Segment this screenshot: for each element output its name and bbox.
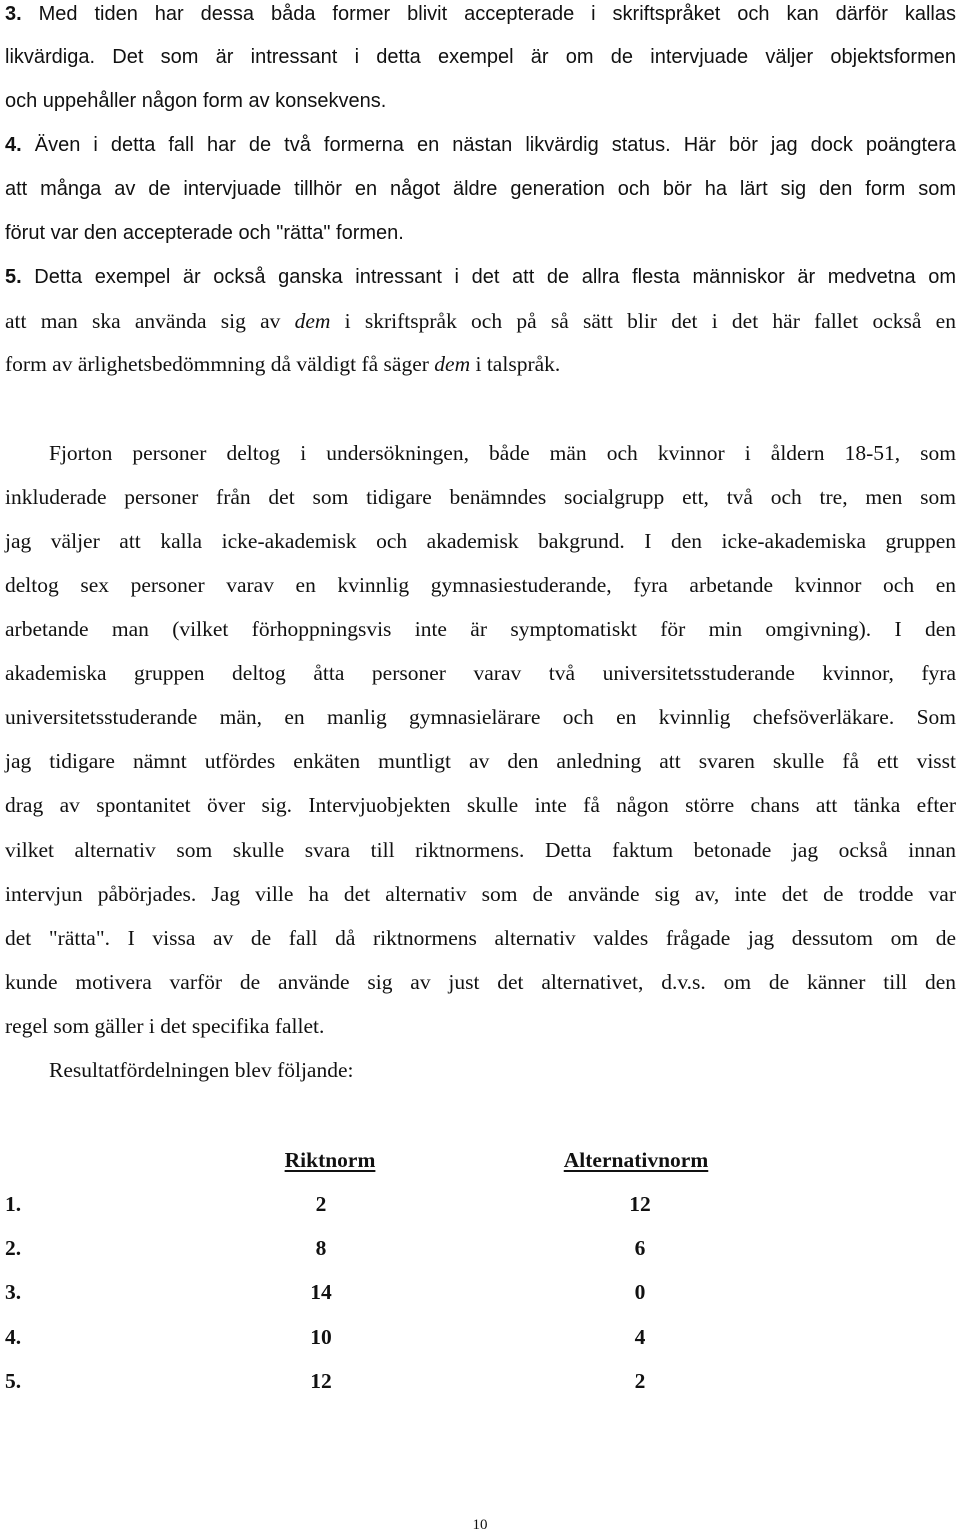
emphasis: dem — [294, 309, 331, 333]
table-cell-alternativnorm: 0 — [634, 1280, 646, 1304]
item-5-line-3: form av ärlighetsbedömmning då väldigt få säger dem i talspråk. — [5, 352, 561, 376]
table-cell-riktnorm: 10 — [310, 1325, 332, 1349]
main-paragraph-line: universitetsstuderande män, en manlig gymnasielärare och en kvinnlig chefsöverläkare. Som — [5, 705, 956, 729]
table-row-label: 5. — [5, 1369, 22, 1393]
main-paragraph-line: drag av spontanitet över sig. Intervjuobjekten skulle inte få någon större chans att tänka efter — [5, 793, 956, 817]
main-paragraph-line: Fjorton personer deltog i undersökningen, både män och kvinnor i åldern 18-51, som — [49, 441, 956, 465]
item-3-line-1: 3. Med tiden har dessa båda former blivit accepterade i skriftspråket och kan därför kallas — [5, 3, 956, 25]
table-row-label: 4. — [5, 1325, 22, 1349]
table-row-label: 1. — [5, 1192, 22, 1216]
main-paragraph-line: vilket alternativ som skulle svara till riktnormens. Detta faktum betonade jag också innan — [5, 838, 956, 862]
item-4-line-2: att många av de intervjuade tillhör en något äldre generation och bör ha lärt sig den form som — [5, 178, 956, 200]
item-5-line-2: att man ska använda sig av dem i skriftspråk och på så sätt blir det i det här fallet också en — [5, 309, 956, 333]
table-cell-riktnorm: 2 — [315, 1192, 327, 1216]
item-number: 5. — [5, 266, 22, 288]
main-paragraph-line: kunde motivera varför de använde sig av just det alternativet, d.v.s. om de känner till den — [5, 970, 956, 994]
table-header-riktnorm: Riktnorm — [284, 1148, 376, 1172]
main-paragraph-line: arbetande man (vilket förhoppningsvis inte är symptomatiskt för min omgivning). I den — [5, 617, 956, 641]
item-4-line-1: 4. Även i detta fall har de två formerna en nästan likvärdig status. Här bör jag dock poängtera — [5, 134, 956, 156]
item-3-line-2: likvärdiga. Det som är intressant i detta exempel är om de intervjuade väljer objektsformen — [5, 46, 956, 68]
item-3-line-3: och uppehåller någon form av konsekvens. — [5, 90, 387, 112]
table-cell-alternativnorm: 12 — [629, 1192, 651, 1216]
table-cell-riktnorm: 14 — [310, 1280, 332, 1304]
main-paragraph-line: akademiska gruppen deltog åtta personer varav två universitetsstuderande kvinnor, fyra — [5, 661, 956, 685]
result-intro: Resultatfördelningen blev följande: — [49, 1058, 354, 1082]
main-paragraph-line: intervjun påbörjades. Jag ville ha det alternativ som de använde sig av, inte det de trodde var — [5, 882, 956, 906]
main-paragraph-line: deltog sex personer varav en kvinnlig gymnasiestuderande, fyra arbetande kvinnor och en — [5, 573, 956, 597]
table-row-label: 2. — [5, 1236, 22, 1260]
table-cell-riktnorm: 8 — [315, 1236, 327, 1260]
table-cell-alternativnorm: 4 — [634, 1325, 646, 1349]
table-cell-alternativnorm: 6 — [634, 1236, 646, 1260]
main-paragraph-line: inkluderade personer från det som tidigare benämndes socialgrupp ett, två och tre, men som — [5, 485, 956, 509]
table-cell-alternativnorm: 2 — [634, 1369, 646, 1393]
table-header-alternativnorm: Alternativnorm — [563, 1148, 709, 1172]
table-row-label: 3. — [5, 1280, 22, 1304]
item-5-line-1: 5. Detta exempel är också ganska intressant i det att de allra flesta människor är medvetna om — [5, 266, 956, 288]
main-paragraph-line: jag väljer att kalla icke-akademisk och akademisk bakgrund. I den icke-akademiska gruppen — [5, 529, 956, 553]
item-number: 4. — [5, 134, 22, 156]
item-4-line-3: förut var den accepterade och "rätta" formen. — [5, 222, 404, 244]
table-cell-riktnorm: 12 — [310, 1369, 332, 1393]
main-paragraph-line: jag tidigare nämnt utfördes enkäten muntligt av den anledning att svaren skulle få ett visst — [5, 749, 956, 773]
item-number: 3. — [5, 3, 22, 25]
main-paragraph-line: regel som gäller i det specifika fallet. — [5, 1014, 325, 1038]
page-number: 10 — [472, 1517, 488, 1533]
emphasis: dem — [434, 352, 471, 376]
main-paragraph-line: det "rätta". I vissa av de fall då riktnormens alternativ valdes frågade jag dessutom om de — [5, 926, 956, 950]
